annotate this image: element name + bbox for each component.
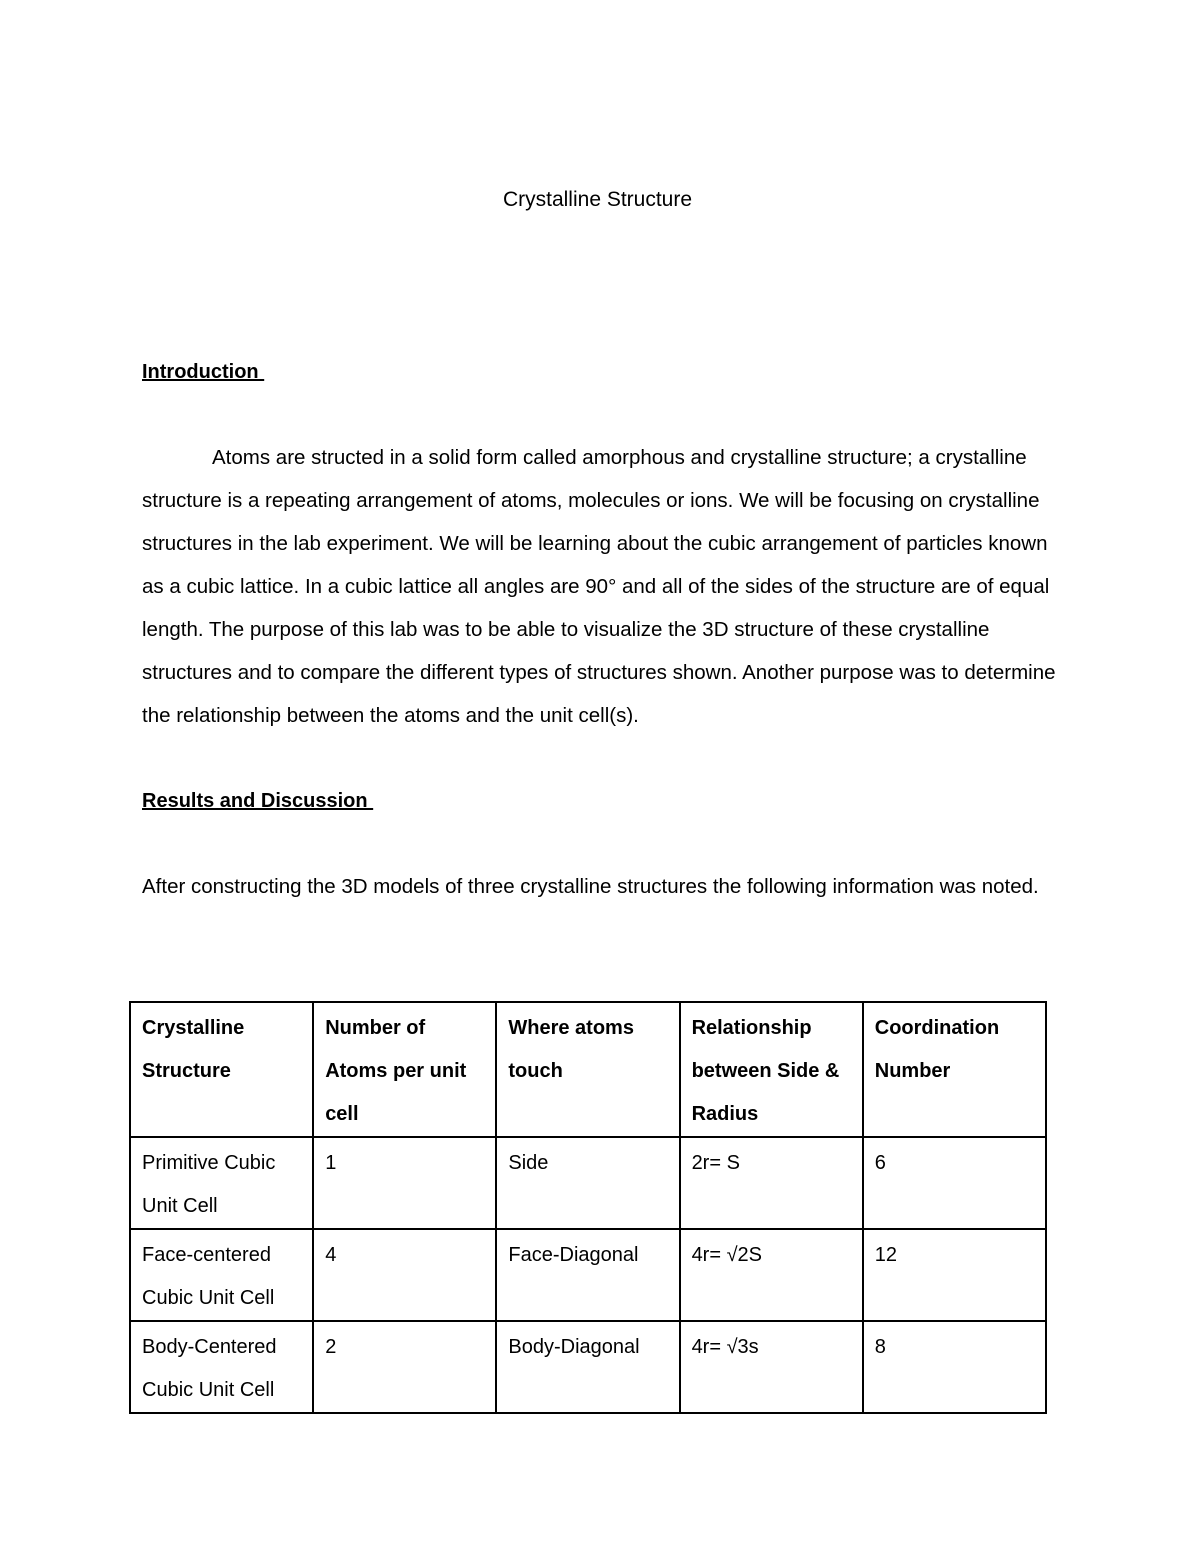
document-title: Crystalline Structure (502, 188, 693, 211)
cell-coordination: 8 (863, 1321, 1046, 1413)
cell-touch: Side (496, 1137, 679, 1229)
introduction-paragraph: Atoms are structed in a solid form called amorphous and crystalline structure; a crystalline structure is a repeating arrangement of atoms, molecules or ions. We will be focusing on crystalline structures in the lab experiment. We will be learning about the cubic arrangement of particles known as a cubic lattice. In a cubic lattice all angles are 90° and all of the sides of the structure are of equal length. The purpose of this lab was to be able to visualize the 3D structure of these crystalline structures and to compare the different types of structures shown. Another purpose was to determine the relationship between the atoms and the unit cell(s). (142, 446, 1056, 727)
cell-structure: Face-centered Cubic Unit Cell (130, 1229, 313, 1321)
cell-atoms: 4 (313, 1229, 496, 1321)
header-crystalline-structure: Crystalline Structure (130, 1002, 313, 1137)
cell-relationship: 4r= √3s (680, 1321, 863, 1413)
results-heading: Results and Discussion (142, 790, 374, 812)
results-table (129, 1001, 1047, 1414)
header-side-radius-relationship: Relationship between Side & Radius (680, 1002, 863, 1137)
cell-atoms: 1 (313, 1137, 496, 1229)
header-atoms-per-unit-cell: Number of Atoms per unit cell (313, 1002, 496, 1137)
table-row (130, 1321, 1046, 1413)
cell-touch: Face-Diagonal (496, 1229, 679, 1321)
cell-relationship: 2r= S (680, 1137, 863, 1229)
cell-coordination: 6 (863, 1137, 1046, 1229)
cell-touch: Body-Diagonal (496, 1321, 679, 1413)
cell-structure: Primitive Cubic Unit Cell (130, 1137, 313, 1229)
cell-atoms: 2 (313, 1321, 496, 1413)
cell-structure: Body-Centered Cubic Unit Cell (130, 1321, 313, 1413)
table-row (130, 1229, 1046, 1321)
header-where-atoms-touch: Where atoms touch (496, 1002, 679, 1137)
results-paragraph: After constructing the 3D models of three crystalline structures the following information was noted. (142, 875, 1039, 898)
table-row (130, 1137, 1046, 1229)
cell-relationship: 4r= √2S (680, 1229, 863, 1321)
table-header-row (130, 1002, 1046, 1137)
cell-coordination: 12 (863, 1229, 1046, 1321)
introduction-heading: Introduction (142, 361, 265, 383)
header-coordination-number: Coordination Number (863, 1002, 1046, 1137)
